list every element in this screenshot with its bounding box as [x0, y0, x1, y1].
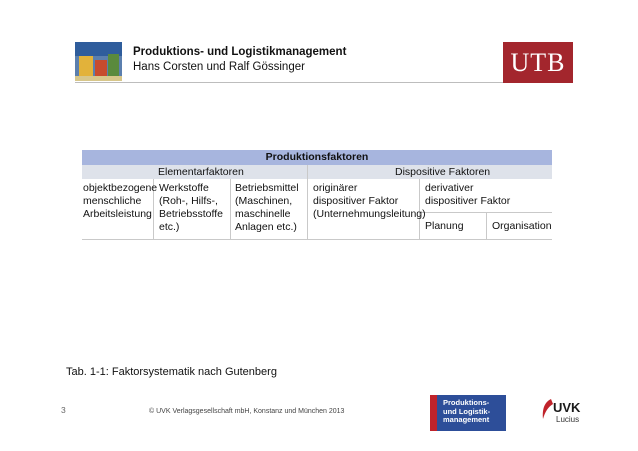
col1-line1: objektbezogene — [83, 182, 158, 194]
col2-line2: (Roh-, Hilfs-, — [159, 195, 218, 207]
col4-line3: (Unternehmungsleitung) — [313, 208, 426, 220]
col2-line1: Werkstoffe — [159, 182, 209, 194]
utb-logo: UTB — [503, 42, 573, 83]
col4-line2: dispositiver Faktor — [313, 195, 399, 207]
col5-line2: dispositiver Faktor — [425, 195, 511, 207]
header-divider — [75, 82, 573, 83]
table-caption: Tab. 1-1: Faktorsystematik nach Gutenberg — [66, 366, 277, 378]
col3-line1: Betriebsmittel — [235, 182, 299, 194]
divider-bottom — [82, 239, 552, 240]
divider-sub — [486, 213, 487, 240]
header-title: Produktions- und Logistikmanagement — [133, 46, 347, 58]
book-logo-line1: Produktions- — [443, 398, 490, 407]
col3-line4: Anlagen etc.) — [235, 221, 297, 233]
book-logo-line2: und Logistik- — [443, 406, 491, 416]
book-logo-stripe — [430, 395, 437, 431]
uvk-text: UVK — [553, 400, 581, 415]
col5-line1: derivativer — [425, 182, 474, 194]
col2-line4: etc.) — [159, 221, 180, 233]
col2-line3: Betriebsstoffe — [159, 208, 224, 220]
divider-col2 — [230, 179, 231, 240]
book-title-logo — [430, 395, 506, 431]
book-cover-thumbnail — [75, 42, 122, 81]
col1-line2: menschliche — [83, 195, 142, 207]
factor-table — [82, 150, 552, 240]
col3-line2: (Maschinen, — [235, 195, 293, 207]
group-right-header: Dispositive Faktoren — [395, 166, 491, 178]
sub-organisation: Organisation — [492, 220, 552, 232]
lucius-text: Lucius — [556, 415, 580, 424]
group-left-header: Elementarfaktoren — [158, 166, 244, 178]
book-logo-line3: management — [443, 415, 490, 424]
copyright-text: © UVK Verlagsgesellschaft mbH, Konstanz und München 2013 — [149, 408, 345, 415]
uvk-swoosh-icon — [540, 398, 554, 420]
divider-row-sub — [419, 212, 552, 213]
table-title: Produktionsfaktoren — [265, 151, 369, 163]
col1-line3: Arbeitsleistung — [83, 208, 152, 220]
uvk-lucius-logo — [540, 398, 580, 428]
divider-main — [307, 165, 308, 240]
sub-planning: Planung — [425, 220, 464, 232]
page-number: 3 — [61, 405, 66, 415]
col4-line1: originärer — [313, 182, 358, 194]
col3-line3: maschinelle — [235, 208, 291, 220]
header-authors: Hans Corsten und Ralf Gössinger — [133, 61, 305, 73]
